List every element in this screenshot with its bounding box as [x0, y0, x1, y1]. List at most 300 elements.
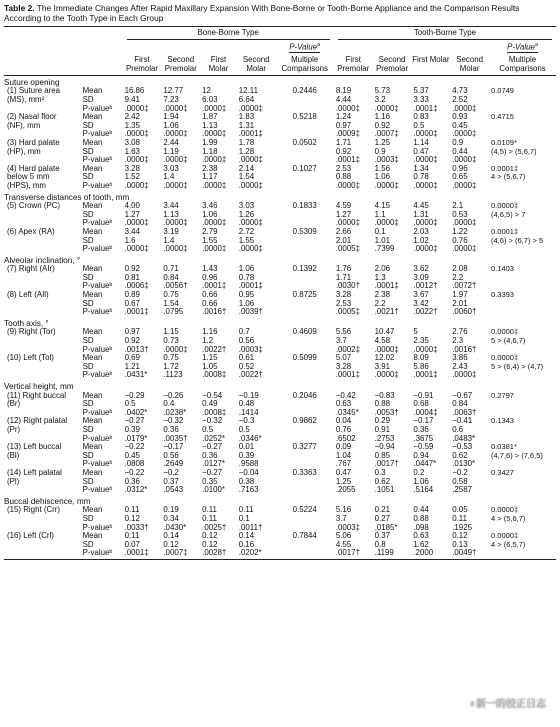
tooth-borne-value: 0.62 — [374, 476, 390, 486]
bone-borne-value: 9.41 — [124, 95, 140, 104]
tooth-borne-value: .0447* — [413, 459, 437, 469]
stat-label: SD — [82, 120, 94, 130]
watermark: ♀新一的校正日志 — [468, 699, 546, 710]
tooth-borne-value: 2.38 — [374, 290, 390, 300]
bone-borne-pvalue: 0.5224 — [292, 505, 317, 515]
tooth-borne-value: .0000‡ — [452, 103, 477, 113]
bone-borne-value: 0.14 — [238, 531, 255, 541]
tooth-borne-value: 3.2 — [374, 95, 386, 104]
bone-borne-value: 0.4 — [163, 399, 175, 409]
bone-borne-value: .0179* — [124, 433, 148, 443]
stat-label: SD — [82, 336, 94, 346]
section-title: Alveolar inclination, ° — [4, 255, 81, 265]
bone-borne-value: 0.67 — [124, 298, 140, 308]
bone-borne-value: 0.11 — [238, 505, 254, 515]
stat-label: SD — [82, 146, 94, 156]
bone-borne-pvalue — [276, 371, 334, 380]
bone-borne-pvalue — [276, 300, 334, 309]
tooth-borne-value: 1.76 — [335, 264, 352, 274]
bone-borne-value: 3.03 — [238, 201, 255, 211]
tooth-borne-value: .0060† — [452, 307, 477, 317]
tooth-borne-value: .0001‡ — [413, 103, 438, 113]
tooth-borne-value: .0000‡ — [374, 218, 399, 228]
tooth-borne-pvalue — [489, 96, 556, 105]
tooth-borne-pvalue: 0.0109* — [491, 137, 517, 147]
bone-borne-pvalue — [276, 400, 334, 409]
tooth-borne-value: .0000‡ — [452, 218, 477, 228]
bone-borne-value: −0.3 — [238, 416, 255, 426]
stat-label: Mean — [82, 137, 103, 147]
bone-borne-value: .0000‡ — [238, 103, 263, 113]
table-head — [4, 27, 556, 76]
bone-borne-pvalue — [276, 237, 334, 246]
tooth-borne-pvalue: 5 > (6,4) > (4,7) — [491, 361, 544, 371]
bone-borne-value: 3.46 — [202, 201, 218, 211]
bone-borne-value: 12.11 — [238, 86, 258, 96]
tooth-borne-value: .0185* — [374, 522, 398, 532]
table-row — [4, 182, 556, 191]
stat-label: Mean — [82, 226, 103, 236]
tooth-borne-value: 4.15 — [374, 201, 390, 211]
bone-borne-value: 0.81 — [124, 272, 140, 282]
tooth-borne-value: .0016† — [452, 344, 477, 354]
stat-label: Mean — [82, 327, 103, 337]
measure-label — [4, 300, 82, 309]
stat-label: SD — [82, 513, 94, 523]
tooth-borne-value: .0063† — [452, 407, 477, 417]
tooth-borne-value: 0.36 — [413, 424, 429, 434]
bone-borne-value: .0001‡ — [238, 129, 263, 139]
bone-borne-value: .0000‡ — [202, 103, 227, 113]
tooth-borne-value: .2753 — [374, 433, 395, 443]
tooth-borne-pvalue: 4 > (5,6,7) — [491, 513, 526, 523]
bone-borne-value: 1.13 — [163, 209, 179, 219]
stat-label: Mean — [82, 531, 103, 541]
bone-borne-value: −0.22 — [124, 442, 145, 452]
tooth-borne-value: 0.09 — [335, 442, 352, 452]
bone-borne-value: −0.54 — [202, 390, 223, 400]
bone-borne-value: 0.36 — [163, 424, 179, 434]
tooth-borne-value: 2.52 — [452, 95, 468, 104]
tooth-borne-value: 2.08 — [452, 264, 468, 274]
tooth-borne-value: 3.91 — [374, 361, 390, 371]
bone-borne-value: .0022† — [238, 370, 263, 380]
bone-borne-value: 0.71 — [163, 264, 179, 274]
bone-borne-value: 0.07 — [124, 539, 140, 549]
tooth-borne-value: 1.56 — [374, 163, 390, 173]
bone-borne-value: 1.17 — [202, 172, 218, 182]
measure-label: (7) Right (AIr) — [7, 264, 55, 274]
bone-borne-value: .2649 — [163, 459, 184, 469]
stat-label: Mean — [82, 442, 103, 452]
stat-label: Mean — [82, 416, 103, 426]
bone-borne-value: 1.26 — [238, 209, 255, 219]
tooth-borne-value: 0.04 — [335, 416, 352, 426]
bone-borne-pvalue — [276, 173, 334, 182]
stat-label: Mean — [82, 163, 103, 173]
bone-borne-pvalue — [276, 486, 334, 495]
bone-borne-value: 0.78 — [238, 272, 255, 282]
tooth-borne-value: .0000‡ — [413, 180, 438, 190]
bone-borne-value: 0.37 — [163, 476, 179, 486]
tooth-borne-value: .0005‡ — [335, 244, 360, 254]
tooth-borne-value: 2.53 — [335, 298, 352, 308]
tooth-borne-value: 0.37 — [374, 531, 390, 541]
measure-label: (MS), mm² — [7, 95, 45, 104]
tooth-borne-value: 0.83 — [413, 112, 429, 122]
tooth-borne-value: 0.88 — [413, 513, 429, 523]
bone-borne-value: 1.21 — [124, 361, 140, 371]
bone-borne-pvalue: 0.1027 — [292, 163, 317, 173]
tooth-borne-value: 1.04 — [335, 450, 352, 460]
bone-borne-value: 2.14 — [238, 163, 255, 173]
tooth-borne-value: .0001‡ — [374, 281, 399, 291]
bone-borne-value: 0.75 — [163, 290, 179, 300]
tooth-borne-pvalue: 0.0000‡ — [491, 201, 519, 211]
tooth-borne-pvalue — [489, 400, 556, 409]
stat-label: Mean — [82, 353, 103, 363]
tooth-borne-pvalue — [489, 300, 556, 309]
bone-borne-value: 0.1 — [238, 513, 250, 523]
tooth-borne-value: .0053† — [374, 407, 399, 417]
bone-borne-value: 0.5 — [238, 424, 250, 434]
bone-borne-pvalue — [276, 308, 334, 317]
tooth-borne-value: 8.09 — [413, 353, 429, 363]
bone-borne-value: .0000‡ — [163, 344, 188, 354]
tooth-borne-value: 2.06 — [374, 264, 390, 274]
tooth-borne-value: 8.19 — [335, 86, 352, 96]
bone-borne-value: .0035† — [163, 433, 188, 443]
bone-borne-value: .7163 — [238, 485, 259, 495]
bone-borne-pvalue: 0.4609 — [292, 327, 317, 337]
bone-borne-value: .0003‡ — [238, 344, 263, 354]
measure-label: below 5 mm — [7, 172, 50, 182]
tooth-borne-value: .0000‡ — [452, 370, 477, 380]
tooth-borne-value: .0000‡ — [413, 129, 438, 139]
tooth-borne-value: 0.21 — [374, 505, 390, 515]
tooth-borne-value: 1.25 — [374, 137, 390, 147]
bone-borne-value: 0.49 — [202, 399, 218, 409]
bone-borne-value: .0028† — [200, 549, 237, 559]
bone-borne-value: −0.27 — [202, 467, 223, 477]
tooth-borne-pvalue: 0.3427 — [491, 467, 514, 477]
tooth-borne-value: 1.25 — [335, 476, 352, 486]
tooth-borne-value: 10.47 — [374, 327, 395, 337]
tooth-borne-value: −0.53 — [452, 442, 473, 452]
tooth-borne-pvalue: 0.0000‡ — [491, 353, 519, 363]
tooth-borne-value: 5.56 — [335, 327, 352, 337]
bone-borne-value: 0.38 — [238, 476, 255, 486]
bone-borne-value: 0.45 — [124, 450, 140, 460]
col-multiple-comparisons: Multiple Comparisons — [281, 54, 328, 73]
bone-borne-value: 0.89 — [124, 290, 140, 300]
bone-borne-pvalue: 0.1392 — [292, 264, 317, 274]
bone-borne-value: 1.54 — [238, 172, 255, 182]
bone-borne-value: −0.27 — [202, 442, 223, 452]
bone-borne-pvalue — [276, 211, 334, 220]
bone-borne-value: 3.28 — [124, 163, 140, 173]
measure-label: (11) Right buccal — [7, 390, 67, 400]
pvalue-header-tooth: P-Value$^a$ — [507, 41, 538, 52]
measure-label — [4, 549, 82, 559]
tooth-borne-value: 0.68 — [413, 399, 429, 409]
bone-borne-value: 12.77 — [163, 86, 184, 96]
bone-borne-value: 0.69 — [124, 353, 140, 363]
bone-borne-value: 0.12 — [124, 513, 140, 523]
tooth-borne-pvalue: 0.0000‡ — [491, 505, 519, 515]
measure-label — [4, 371, 82, 380]
bone-borne-value: 1.72 — [163, 361, 179, 371]
bone-borne-value: 1.27 — [124, 209, 140, 219]
tooth-borne-value: .0000‡ — [374, 344, 399, 354]
table-row — [4, 308, 556, 317]
tooth-borne-value: .0345* — [335, 407, 359, 417]
bone-borne-value: 6.03 — [202, 95, 218, 104]
table-row — [4, 371, 556, 380]
stat-label: P-valueᵇ — [82, 129, 113, 139]
tooth-borne-value: .3675 — [413, 433, 434, 443]
tooth-borne-value: 0.11 — [452, 513, 467, 523]
measure-label: (14) Left palatal — [7, 467, 62, 477]
stat-label: SD — [82, 361, 94, 371]
bone-borne-pvalue — [276, 549, 334, 559]
tooth-borne-value: .0130* — [452, 459, 476, 469]
tooth-borne-value: .0049† — [450, 549, 489, 559]
bone-borne-value: .0056† — [163, 281, 188, 291]
tooth-borne-value: .0030† — [335, 281, 360, 291]
bone-borne-pvalue — [276, 515, 334, 524]
bone-borne-value: 0.11 — [124, 531, 140, 541]
bone-borne-pvalue — [276, 245, 334, 254]
tooth-borne-pvalue: 0.1403 — [491, 264, 514, 274]
tooth-borne-value: 2.03 — [413, 226, 429, 236]
bone-borne-value: 1.15 — [163, 327, 179, 337]
bone-borne-value: 1.4 — [163, 235, 175, 245]
measure-label: (2) Nasal floor — [7, 112, 57, 122]
tooth-borne-value: 1.16 — [374, 112, 390, 122]
tooth-borne-value: 3.33 — [413, 95, 429, 104]
bone-borne-value: .0000‡ — [163, 244, 188, 254]
tooth-borne-value: .0001‡ — [335, 370, 360, 380]
table-body — [4, 75, 556, 559]
tooth-borne-value: 1.27 — [335, 209, 352, 219]
col-multiple-comparisons: Multiple Comparisons — [499, 54, 546, 73]
stat-label: P-valueᵇ — [82, 281, 113, 291]
bone-borne-pvalue: 0.2446 — [292, 86, 317, 96]
tooth-borne-value: .0000‡ — [452, 180, 477, 190]
tooth-borne-value: −0.94 — [374, 442, 395, 452]
tooth-borne-value: 1.31 — [413, 209, 429, 219]
stat-label: P-valueᵇ — [82, 407, 113, 417]
bone-borne-value: −0.04 — [238, 467, 259, 477]
bone-borne-value: 1.35 — [124, 120, 140, 130]
bone-borne-value: 1.94 — [163, 112, 179, 122]
bone-borne-value: .0000‡ — [202, 155, 227, 165]
bone-borne-value: −0.32 — [163, 416, 184, 426]
bone-borne-value: .0100* — [202, 485, 225, 495]
bone-borne-value: 1.18 — [202, 146, 218, 156]
bone-borne-value: 0.11 — [124, 505, 140, 515]
tooth-borne-value: 0.6 — [452, 424, 464, 434]
bone-borne-value: 12 — [202, 86, 211, 96]
tooth-borne-value: 0.58 — [452, 476, 468, 486]
tooth-borne-pvalue — [489, 486, 556, 495]
tooth-borne-value: 4.55 — [335, 539, 352, 549]
bone-borne-value: .0006‡ — [124, 281, 149, 291]
bone-borne-value: .0000‡ — [163, 155, 188, 165]
tooth-borne-value: 0.94 — [413, 450, 429, 460]
bone-borne-value: −0.2 — [163, 467, 179, 477]
bone-borne-pvalue — [276, 452, 334, 461]
tooth-borne-value: .0003‡ — [374, 155, 399, 165]
bone-borne-value: 0.52 — [238, 361, 255, 371]
bone-borne-value: 6.64 — [238, 95, 255, 104]
tooth-borne-value: 1.14 — [413, 137, 429, 147]
measure-label: (16) Left (Crl) — [7, 531, 54, 541]
tooth-borne-value: .767 — [335, 459, 352, 469]
bone-borne-value: 0.39 — [124, 424, 140, 434]
bone-borne-value: 2.79 — [202, 226, 218, 236]
bone-borne-value: .1414 — [238, 407, 259, 417]
tooth-borne-value: 4.73 — [452, 86, 468, 96]
tooth-borne-value: 2.01 — [452, 298, 468, 308]
bone-borne-pvalue — [276, 478, 334, 487]
bone-borne-value: 0.92 — [124, 264, 140, 274]
tooth-borne-value: 1.71 — [335, 137, 352, 147]
bone-borne-value: .0402* — [124, 407, 148, 417]
bone-borne-value: 0.56 — [238, 336, 255, 346]
measure-label: (3) Hard palate — [7, 137, 60, 147]
tooth-borne-value: 4.44 — [335, 95, 352, 104]
tooth-borne-value: .0000‡ — [452, 155, 477, 165]
tooth-borne-value: 4.45 — [413, 201, 429, 211]
caption-text: The Immediate Changes After Rapid Maxillary Expansion With Bone-Borne or Tooth-Borne Appliance and the Comparison Results According to the Tooth Type in Each Group — [4, 3, 520, 23]
bone-borne-pvalue — [276, 541, 334, 550]
bone-borne-value: 4.00 — [124, 201, 140, 211]
bone-borne-value: .0238* — [163, 407, 187, 417]
measure-label — [4, 308, 82, 317]
bone-borne-value: 3.03 — [163, 163, 179, 173]
bone-borne-value: 0.61 — [238, 353, 255, 363]
bone-borne-value: 0.34 — [163, 513, 179, 523]
tooth-borne-value: 0.91 — [374, 424, 390, 434]
tooth-borne-value: .0002‡ — [335, 344, 360, 354]
tooth-borne-value: .0000‡ — [413, 244, 438, 254]
bone-borne-value: .0008‡ — [202, 370, 227, 380]
bone-borne-value: −0.29 — [124, 390, 145, 400]
tooth-borne-value: 0.62 — [452, 450, 468, 460]
bone-borne-value: .0431* — [124, 370, 148, 380]
stat-label: SD — [82, 476, 94, 486]
tooth-borne-value: 3.28 — [335, 361, 352, 371]
tooth-borne-value: 0.1 — [374, 226, 386, 236]
bone-borne-value: 0.16 — [238, 539, 255, 549]
tooth-borne-pvalue — [489, 245, 556, 254]
tooth-borne-value: .0003‡ — [335, 522, 360, 532]
bone-borne-value: .0000‡ — [163, 129, 188, 139]
tooth-borne-value: 2.2 — [374, 298, 386, 308]
bone-borne-value: −0.17 — [163, 442, 184, 452]
bone-borne-value: 0.14 — [163, 531, 179, 541]
tooth-borne-pvalue: 0.0000‡ — [491, 327, 519, 337]
tooth-borne-pvalue: 0.0749 — [491, 86, 514, 96]
tooth-borne-value: .0001‡ — [413, 370, 438, 380]
bone-borne-value: 0.66 — [202, 298, 218, 308]
bone-borne-value: 1.15 — [202, 353, 218, 363]
tooth-borne-value: 0.97 — [335, 120, 352, 130]
measure-label — [4, 274, 82, 283]
bone-borne-value: 1.16 — [202, 327, 218, 337]
bone-borne-pvalue: 0.5218 — [292, 112, 317, 122]
bone-borne-value: 1.31 — [238, 120, 255, 130]
bone-borne-value: .0001‡ — [238, 281, 263, 291]
bone-borne-value: .1123 — [163, 370, 183, 380]
tooth-borne-value: 4.58 — [374, 336, 390, 346]
tooth-borne-value: 0.53 — [452, 209, 468, 219]
tooth-borne-pvalue: 5 > (4,6,7) — [491, 336, 526, 346]
bone-borne-value: .0346* — [238, 433, 262, 443]
bone-borne-value: 7.23 — [163, 95, 179, 104]
tooth-borne-value: .098 — [413, 522, 429, 532]
tooth-borne-value: −0.41 — [452, 416, 473, 426]
bone-borne-value: 1.63 — [124, 146, 140, 156]
tooth-borne-pvalue — [489, 274, 556, 283]
bone-borne-value: .0000‡ — [238, 180, 263, 190]
stat-label: Mean — [82, 505, 103, 515]
tooth-borne-value: .0017† — [374, 459, 399, 469]
tooth-borne-value: 5 — [413, 327, 418, 337]
tooth-borne-value: .0000‡ — [413, 344, 438, 354]
stat-label: P-valueᵇ — [82, 370, 113, 380]
stat-label: P-valueᵇ — [82, 155, 113, 165]
measure-label: (8) Left (AIl) — [7, 290, 49, 300]
tooth-borne-value: .0021† — [374, 307, 399, 317]
tooth-borne-value: 1.71 — [335, 272, 352, 282]
bone-borne-value: 1.05 — [202, 361, 218, 371]
bone-borne-pvalue: 0.8725 — [292, 290, 317, 300]
tooth-borne-value: .0483* — [452, 433, 476, 443]
tooth-borne-value: 0.05 — [452, 505, 468, 515]
bone-borne-pvalue: 0.2046 — [292, 390, 317, 400]
tooth-borne-pvalue: 0.0000‡ — [491, 531, 519, 541]
measure-label: (Br) — [7, 399, 21, 409]
measure-label — [4, 237, 82, 246]
col-first-molar: First Molar — [208, 54, 229, 73]
bone-borne-value: 0.01 — [238, 442, 255, 452]
tooth-borne-value: 3.62 — [413, 264, 429, 274]
table-row — [4, 486, 556, 495]
tooth-borne-value: 1.24 — [335, 112, 352, 122]
tooth-borne-value: 0.12 — [452, 531, 468, 541]
bone-borne-value: 0.12 — [202, 531, 218, 541]
stat-label: P-valueᵇ — [82, 218, 113, 228]
tooth-borne-value: 2.66 — [335, 226, 352, 236]
tooth-borne-pvalue: 0.0001‡ — [491, 226, 519, 236]
section-header-row — [4, 380, 556, 392]
tooth-borne-value: 3.7 — [335, 513, 347, 523]
section-title: Buccal dehiscence, mm — [4, 496, 91, 506]
bone-borne-value: 0.12 — [202, 539, 218, 549]
tooth-borne-value: 1.06 — [374, 172, 390, 182]
bone-borne-value: 0.39 — [238, 450, 255, 460]
bone-borne-pvalue — [276, 274, 334, 283]
bone-borne-value: .9588 — [238, 459, 259, 469]
stat-label: Mean — [82, 390, 103, 400]
tooth-borne-value: 1.01 — [374, 235, 390, 245]
bone-borne-value: .0001‡ — [202, 281, 227, 291]
bone-borne-value: .0000‡ — [202, 180, 227, 190]
tooth-borne-value: .2587 — [452, 485, 472, 495]
